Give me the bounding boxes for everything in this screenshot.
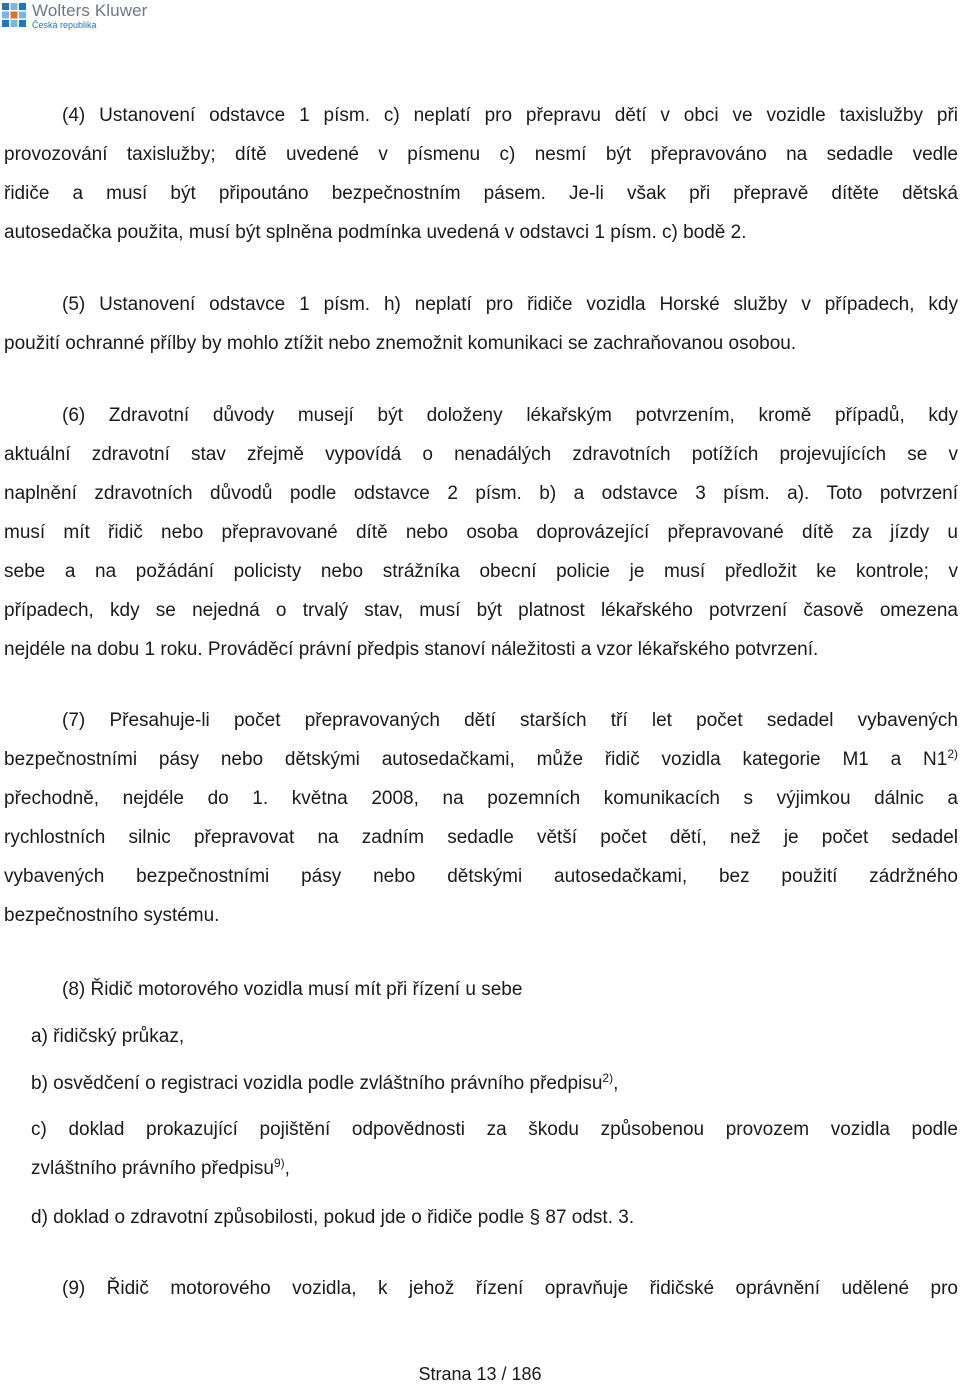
text-line: (8) Řidič motorového vozidla musí mít při řízení u sebe	[62, 979, 523, 1000]
text-line-body: b) osvědčení o registraci vozidla podle zvláštního právního předpisu	[31, 1073, 603, 1094]
text-line: bezpečnostního systému.	[4, 905, 220, 926]
text-line-body: bezpečnostními pásy nebo dětskými autosedačkami, může řidič vozidla kategorie M1 a N1	[4, 749, 948, 770]
text-line: přechodně, nejdéle do 1. května 2008, na pozemních komunikacích s výjimkou dálnic a	[4, 788, 958, 809]
text-line: provozování taxislužby; dítě uvedené v písmenu c) nesmí být přepravováno na sedadle vedle	[4, 144, 958, 165]
text-line: autosedačka použita, musí být splněna podmínka uvedená v odstavci 1 písm. c) bodě 2.	[4, 222, 747, 243]
publisher-logo	[2, 2, 147, 31]
text-line	[31, 1064, 958, 1103]
text-line: řidiče a musí být připoutáno bezpečnostním pásem. Je-li však při přepravě dítěte dětská	[4, 183, 958, 204]
text-line: musí mít řidič nebo přepravované dítě nebo osoba doprovázející přepravované dítě za jízdy u	[4, 522, 958, 543]
paragraph-9	[4, 1269, 958, 1308]
list-item-d	[31, 1198, 958, 1237]
paragraph-4	[4, 96, 958, 252]
list-item-c	[31, 1110, 958, 1188]
text-line: (4) Ustanovení odstavce 1 písm. c) neplatí pro přepravu dětí v obci ve vozidle taxislužby při	[62, 105, 958, 126]
text-line: (7) Přesahuje-li počet přepravovaných dětí starších tří let počet sedadel vybavených	[62, 710, 958, 731]
logo-brand-name: Wolters Kluwer	[32, 1, 148, 20]
paragraph-8-intro	[4, 970, 958, 1009]
text-line: nejdéle na dobu 1 roku. Prováděcí právní předpis stanoví náležitosti a vzor lékařského potvrzení.	[4, 639, 819, 660]
text-line: a) řidičský průkaz,	[31, 1026, 185, 1047]
text-line	[4, 740, 958, 779]
page-number: Strana 13 / 186	[418, 1364, 542, 1384]
text-line: (5) Ustanovení odstavce 1 písm. h) neplatí pro řidiče vozidla Horské služby v případech, kdy	[62, 294, 958, 315]
text-line: sebe a na požádání policisty nebo strážníka obecní policie je musí předložit ke kontrole; v	[4, 561, 958, 582]
text-line-body: zvláštního právního předpisu	[31, 1158, 274, 1179]
paragraph-7	[4, 701, 958, 935]
punctuation: ,	[284, 1158, 290, 1179]
text-line: vybavených bezpečnostními pásy nebo dětskými autosedačkami, bez použití zádržného	[4, 866, 958, 887]
footnote-ref: 2)	[947, 747, 958, 761]
wolters-kluwer-logo-icon	[2, 3, 26, 27]
text-line: použití ochranné přílby by mohlo ztížit nebo znemožnit komunikaci se zachraňovanou osobou.	[4, 333, 797, 354]
text-line: aktuální zdravotní stav zřejmě vypovídá o nenadálých zdravotních potížích projevujících se v	[4, 444, 958, 465]
footnote-ref: 2)	[602, 1071, 614, 1085]
text-line: c) doklad prokazující pojištění odpovědnosti za škodu způsobenou provozem vozidla podle	[31, 1119, 958, 1140]
paragraph-6	[4, 396, 958, 669]
list-item-a	[31, 1017, 958, 1056]
text-line: naplnění zdravotních důvodů podle odstavce 2 písm. b) a odstavce 3 písm. a). Toto potvrzení	[4, 483, 958, 504]
list-item-b	[31, 1064, 958, 1103]
logo-country: Česká republika	[32, 20, 97, 30]
footnote-ref: 9)	[273, 1156, 285, 1170]
text-line: rychlostních silnic přepravovat na zadním sedadle větší počet dětí, než je počet sedadel	[4, 827, 958, 848]
text-line	[31, 1149, 958, 1188]
text-line: (9) Řidič motorového vozidla, k jehož řízení opravňuje řidičské oprávnění udělené pro	[62, 1278, 958, 1299]
paragraph-5	[4, 285, 958, 363]
text-line: d) doklad o zdravotní způsobilosti, pokud jde o řidiče podle § 87 odst. 3.	[31, 1207, 635, 1228]
text-line: případech, kdy se nejedná o trvalý stav, musí být platnost lékařského potvrzení časově omezena	[4, 600, 958, 621]
punctuation: ,	[613, 1073, 619, 1094]
text-line: (6) Zdravotní důvody musejí být doloženy lékařským potvrzením, kromě případů, kdy	[62, 405, 958, 426]
